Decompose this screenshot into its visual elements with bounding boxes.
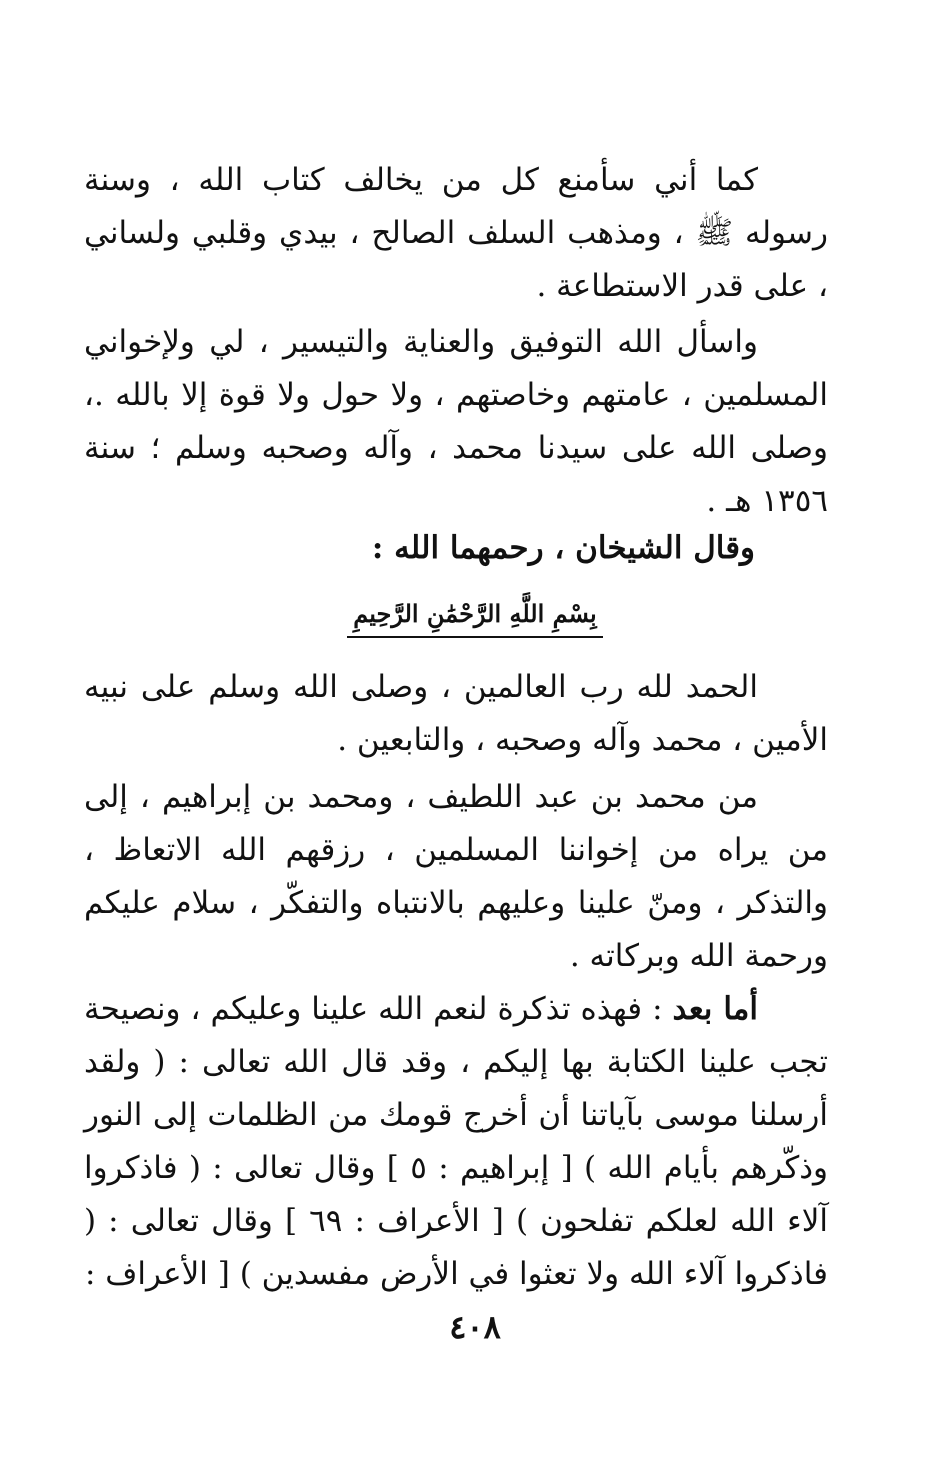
paragraph-group-4 xyxy=(84,771,828,983)
paragraph-promise: كما أني سأمنع كل من يخالف كتاب الله ، وسنة رسوله ﷺ ، ومذهب السلف الصالح ، بيدي وقلبي ولساني ، على قدر الاستطاعة . xyxy=(84,162,828,304)
paragraph-reminder-body: : فهذه تذكرة لنعم الله علينا وعليكم ، ونصيحة تجب علينا الكتابة بها إليكم ، وقد قال الله تعالى : ( ولقد أرسلنا موسى بآياتنا أن أخرج قومك من الظلمات إلى النور وذكّرهم بأيام الله ) [ إبراهيم : ٥ ] وقال تعالى : ( فاذكروا آلاء الله لعلكم تفلحون ) [ الأعراف : ٦٩ ] وقال تعالى : ( فاذكروا آلاء الله ولا تعثوا في الأرض مفسدين ) [ الأعراف : xyxy=(84,991,828,1292)
paragraph-group-5 xyxy=(84,983,828,1301)
page-number: ٤٠٨ xyxy=(449,1308,501,1346)
basmala-text: بِسْمِ اللَّهِ الرَّحْمَٰنِ الرَّحِيمِ xyxy=(347,594,602,638)
section-heading: وقال الشيخان ، رحمهما الله : xyxy=(371,530,755,566)
paragraph-prayer: واسأل الله التوفيق والعناية والتيسير ، لي ولإخواني المسلمين ، عامتهم وخاصتهم ، ولا حول ولا قوة إلا بالله .، وصلى الله على سيدنا محمد ، وآله وصحبه وسلم ؛ سنة ١٣٥٦ هـ . xyxy=(84,324,829,519)
paragraph-greeting: من محمد بن عبد اللطيف ، ومحمد بن إبراهيم ، إلى من يراه من إخواننا المسلمين ، رزقهم الله الاتعاظ ، والتذكر ، ومنّ علينا وعليهم بالانتباه والتفكّر ، سلام عليكم ورحمة الله وبركاته . xyxy=(84,779,828,974)
paragraph-reminder xyxy=(84,983,828,1301)
paragraph-praise: الحمد لله رب العالمين ، وصلى الله وسلم على نبيه الأمين ، محمد وآله وصحبه ، والتابعين . xyxy=(84,669,828,758)
paragraph-group-1 xyxy=(84,154,828,313)
paragraph-group-3 xyxy=(84,661,828,767)
basmala-calligraphy xyxy=(325,594,625,638)
paragraph-group-2 xyxy=(84,316,828,528)
paragraph-lead-bold: أما بعد xyxy=(672,991,758,1027)
